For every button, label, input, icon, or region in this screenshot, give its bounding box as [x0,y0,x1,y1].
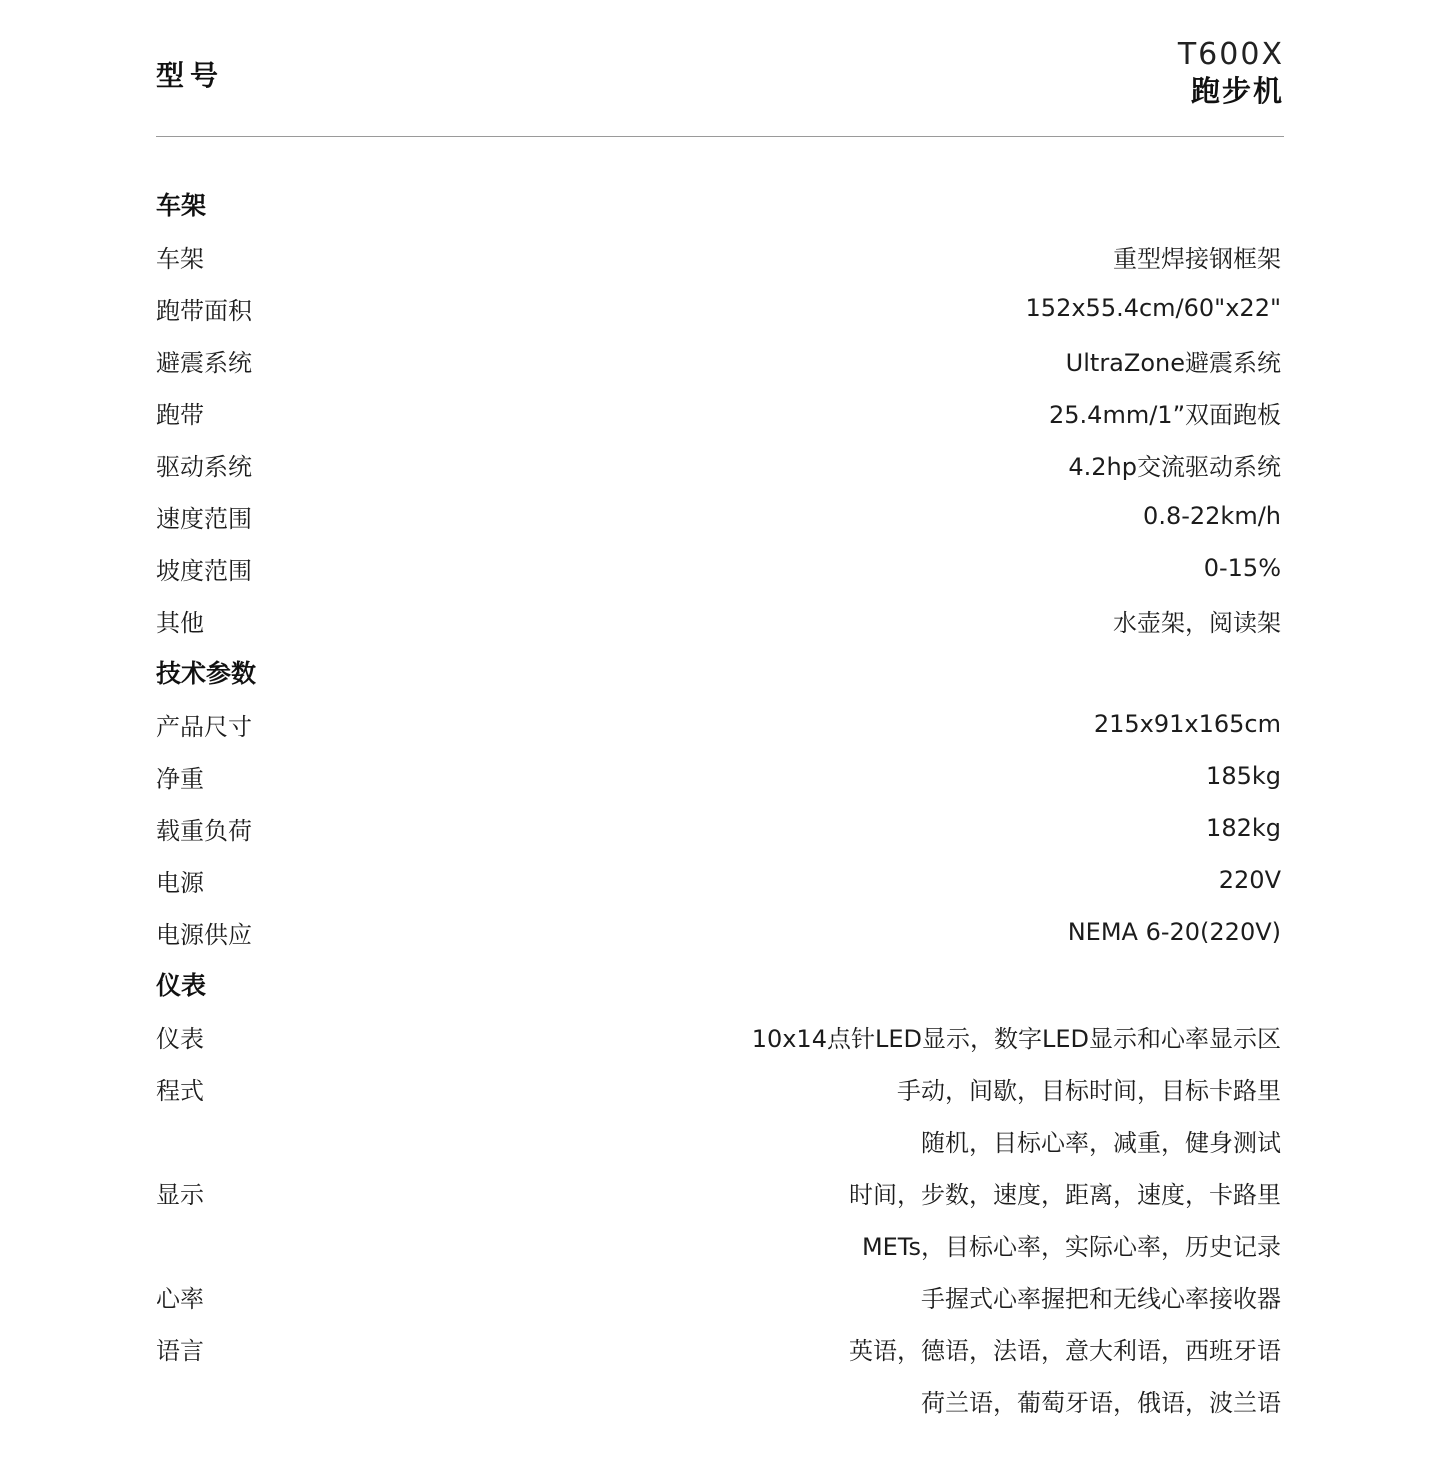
spec-key: 坡度范围 [156,556,252,585]
spec-row [156,1322,1281,1374]
spec-row [156,802,1281,854]
spec-key: 载重负荷 [156,816,252,845]
spec-table [156,178,1281,1426]
spec-value: 220V [1218,866,1281,894]
spec-header [156,38,1284,116]
spec-value: NEMA 6-20(220V) [1067,918,1281,946]
spec-key: 程式 [156,1076,204,1105]
section-title-frame: 车架 [156,191,207,220]
spec-value: 185kg [1206,762,1281,790]
section-title-tech: 技术参数 [156,659,257,688]
spec-value: 荷兰语，葡萄牙语，俄语，波兰语 [921,1388,1281,1417]
spec-value: 215x91x165cm [1093,710,1281,738]
model-title [1178,38,1284,110]
spec-row [156,334,1281,386]
spec-key: 驱动系统 [156,452,252,481]
spec-row [156,542,1281,594]
spec-key: 语言 [156,1336,204,1365]
spec-key: 跑带 [156,400,204,429]
spec-value: 时间，步数，速度，距离，速度，卡路里 [849,1180,1281,1209]
spec-row [156,490,1281,542]
spec-row [156,230,1281,282]
spec-value: 水壶架，阅读架 [1113,608,1281,637]
spec-row [156,594,1281,646]
spec-row [156,1374,1281,1426]
model-name: 跑步机 [1190,74,1284,108]
spec-key: 显示 [156,1180,204,1209]
spec-row [156,282,1281,334]
spec-key: 速度范围 [156,504,252,533]
model-label: 型号 [156,59,225,92]
spec-value: 手动，间歇，目标时间，目标卡路里 [897,1076,1281,1105]
spec-key: 净重 [156,764,204,793]
spec-value: 0.8-22km/h [1143,502,1281,530]
spec-row [156,1114,1281,1166]
spec-value: 4.2hp交流驱动系统 [1068,452,1281,481]
spec-value: 152x55.4cm/60"x22" [1025,294,1281,322]
spec-value: 重型焊接钢框架 [1113,244,1281,273]
model-code: T600X [1177,37,1284,72]
spec-value: 182kg [1206,814,1281,842]
spec-value: 英语，德语，法语，意大利语，西班牙语 [849,1336,1281,1365]
spec-key: 跑带面积 [156,296,252,325]
spec-key: 产品尺寸 [156,712,252,741]
section-title-console: 仪表 [156,971,207,1000]
spec-key: 其他 [156,608,204,637]
spec-key: 车架 [156,244,204,273]
spec-row [156,1270,1281,1322]
spec-row [156,750,1281,802]
spec-key: 避震系统 [156,348,252,377]
spec-row [156,1218,1281,1270]
spec-row [156,1062,1281,1114]
spec-row [156,906,1281,958]
spec-value: METs，目标心率，实际心率，历史记录 [861,1232,1281,1261]
spec-row [156,1166,1281,1218]
spec-row [156,386,1281,438]
spec-row [156,438,1281,490]
spec-value: 10x14点针LED显示，数字LED显示和心率显示区 [751,1024,1281,1053]
spec-key: 仪表 [156,1024,204,1053]
spec-key: 心率 [156,1284,204,1313]
spec-row [156,1010,1281,1062]
spec-row [156,698,1281,750]
spec-value: 0-15% [1203,554,1281,582]
spec-row [156,854,1281,906]
spec-key: 电源供应 [156,920,252,949]
spec-value: UltraZone避震系统 [1065,348,1281,377]
spec-key: 电源 [156,868,204,897]
spec-value: 25.4mm/1”双面跑板 [1049,400,1281,429]
spec-value: 手握式心率握把和无线心率接收器 [921,1284,1281,1313]
header-divider [156,136,1284,137]
spec-value: 随机，目标心率，减重，健身测试 [921,1128,1281,1157]
